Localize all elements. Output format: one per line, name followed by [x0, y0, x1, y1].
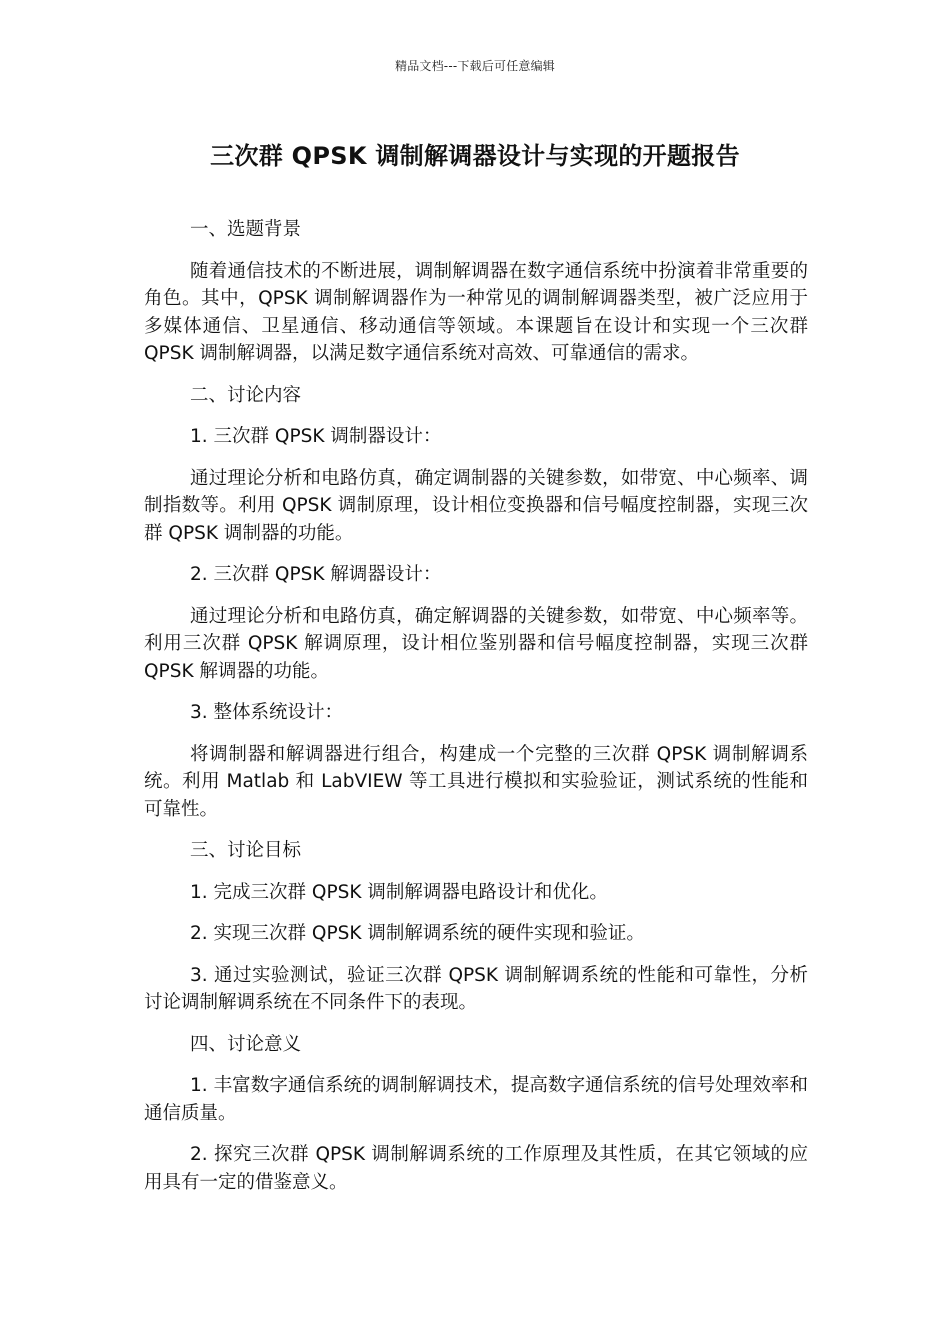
- goal-item-3: 3. 通过实验测试，验证三次群 QPSK 调制解调系统的性能和可靠性，分析讨论调制解调系统在不同条件下的表现。: [144, 964, 808, 1013]
- section-heading-content: 二、讨论内容: [190, 384, 302, 406]
- goal-item-1: 1. 完成三次群 QPSK 调制解调器电路设计和优化。: [190, 881, 608, 903]
- document-title: 三次群 QPSK 调制解调器设计与实现的开题报告: [210, 142, 740, 170]
- item-text-demodulator: 通过理论分析和电路仿真，确定解调器的关键参数，如带宽、中心频率等。利用三次群 QPSK 解调原理，设计相位鉴别器和信号幅度控制器，实现三次群 QPSK 解调器的功能。: [144, 605, 808, 682]
- item-label-demodulator: 2. 三次群 QPSK 解调器设计：: [190, 564, 442, 585]
- paragraph-background: 随着通信技术的不断进展，调制解调器在数字通信系统中扮演着非常重要的角色。其中，QPSK 调制解调器作为一种常见的调制解调器类型，被广泛应用于多媒体通信、卫星通信、移动通信等领域。本课题旨在设计和实现一个三次群 QPSK 调制解调器，以满足数字通信系统对高效、可靠通信的需求。: [144, 260, 808, 364]
- item-label-system: 3. 整体系统设计：: [190, 702, 344, 723]
- header-note: 精品文档---下载后可任意编辑: [395, 59, 555, 73]
- section-heading-goals: 三、讨论目标: [190, 840, 302, 861]
- section-heading-significance: 四、讨论意义: [190, 1033, 302, 1055]
- significance-item-1: 1. 丰富数字通信系统的调制解调技术，提高数字通信系统的信号处理效率和通信质量。: [144, 1075, 808, 1124]
- item-text-modulator: 通过理论分析和电路仿真，确定调制器的关键参数，如带宽、中心频率、调制指数等。利用 QPSK 调制原理，设计相位变换器和信号幅度控制器，实现三次群 QPSK 调制器的功能。: [144, 467, 808, 544]
- goal-item-2: 2. 实现三次群 QPSK 调制解调系统的硬件实现和验证。: [190, 923, 645, 944]
- significance-item-2: 2. 探究三次群 QPSK 调制解调系统的工作原理及其性质，在其它领域的应用具有一定的借鉴意义。: [144, 1144, 808, 1193]
- section-heading-background: 一、选题背景: [190, 219, 302, 240]
- item-label-modulator: 1. 三次群 QPSK 调制器设计：: [190, 426, 442, 447]
- document-body: [144, 216, 808, 1210]
- item-text-system: 将调制器和解调器进行组合，构建成一个完整的三次群 QPSK 调制解调系统。利用 Matlab 和 LabVIEW 等工具进行模拟和实验验证，测试系统的性能和可靠性。: [144, 743, 808, 820]
